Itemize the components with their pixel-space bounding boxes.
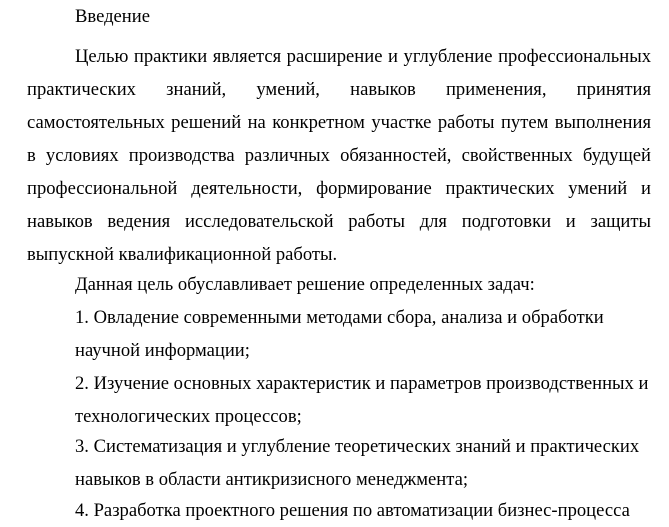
tasks-intro: Данная цель обуславливает решение определенных задач: — [75, 274, 535, 295]
task-2-line-1: 2. Изучение основных характеристик и параметров производственных и — [75, 373, 649, 394]
goal-paragraph: Целью практики является расширение и углубление профессиональных практических знаний, умений, навыков применения, принятия самостоятельных решений на конкретном участке работы путем выполнения в условиях производства различных обязанностей, свойственных будущей профессиональной деятельности, формирование практических умений и навыков ведения исследовательской работы для подготовки и защиты выпускной квалификационной работы. — [27, 46, 651, 265]
task-1-line-2: научной информации; — [75, 340, 250, 361]
task-3-line-2: навыков в области антикризисного менеджмента; — [75, 469, 469, 490]
task-2-line-2: технологических процессов; — [75, 406, 302, 427]
task-4-line-1: 4. Разработка проектного решения по автоматизации бизнес-процесса — [75, 500, 630, 521]
task-3-line-1: 3. Систематизация и углубление теоретических знаний и практических — [75, 436, 640, 457]
section-heading: Введение — [75, 6, 150, 27]
task-1-line-1: 1. Овладение современными методами сбора, анализа и обработки — [75, 307, 604, 328]
